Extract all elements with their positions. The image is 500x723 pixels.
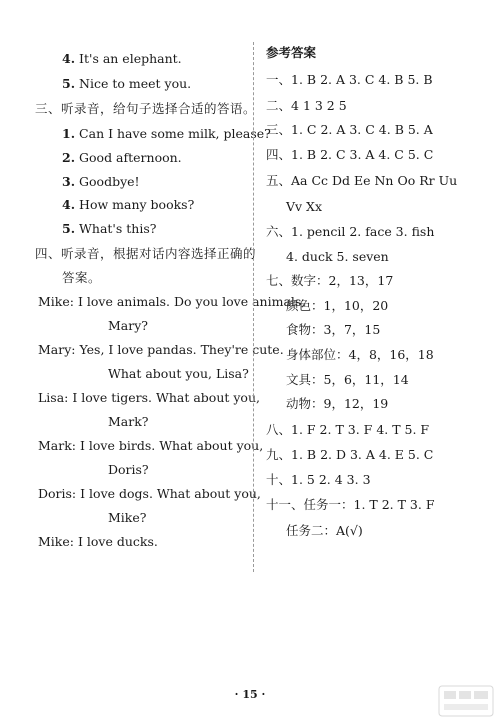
- answer-row: 三、1. C 2. A 3. C 4. B 5. A: [266, 122, 433, 137]
- dialogue-line: Mary: Yes, I love pandas. They're cute.: [38, 342, 284, 357]
- column-divider: [253, 42, 254, 572]
- answer-row-continuation: 颜色：1，10，20: [286, 298, 389, 313]
- answer-row-continuation: 4. duck 5. seven: [286, 249, 389, 264]
- dialogue-line: Lisa: I love tigers. What about you,: [38, 390, 260, 405]
- page-number: · 15 ·: [234, 688, 266, 701]
- answer-row: 八、1. F 2. T 3. F 4. T 5. F: [266, 422, 430, 437]
- dialogue-continuation: What about you, Lisa?: [108, 366, 249, 381]
- answer-row-continuation: 食物：3，7，15: [286, 322, 381, 337]
- dialogue-line: Mike: I love ducks.: [38, 534, 158, 549]
- section3-item-5: 5. What's this?: [62, 221, 157, 236]
- dialogue-line: Doris: I love dogs. What about you,: [38, 486, 261, 501]
- answer-key-title: 参考答案: [266, 45, 317, 60]
- answer-row: 十一、任务一：1. T 2. T 3. F: [266, 497, 435, 512]
- dialogue-line: Mike: I love animals. Do you love animals,: [38, 294, 306, 309]
- answer-row-continuation: 身体部位：4，8，16，18: [286, 347, 434, 362]
- left-item-5: 5. Nice to meet you.: [62, 76, 192, 91]
- dialogue-line: Mark: I love birds. What about you,: [38, 438, 264, 453]
- answer-row: 一、1. B 2. A 3. C 4. B 5. B: [266, 72, 433, 87]
- answer-row: 六、1. pencil 2. face 3. fish: [266, 224, 435, 239]
- answer-row: 二、4 1 3 2 5: [266, 98, 347, 113]
- answer-row: 四、1. B 2. C 3. A 4. C 5. C: [266, 147, 434, 162]
- watermark-logo-icon: [438, 685, 494, 717]
- answer-row-continuation: 文具：5，6，11，14: [286, 372, 409, 387]
- answer-row: 十、1. 5 2. 4 3. 3: [266, 472, 371, 487]
- section3-heading: 三、听录音，给句子选择合适的答语。: [35, 101, 257, 116]
- section3-item-3: 3. Goodbye!: [62, 174, 140, 189]
- left-item-4: 4. It's an elephant.: [62, 51, 182, 66]
- section4-heading-line2: 答案。: [62, 270, 102, 285]
- answer-row: 九、1. B 2. D 3. A 4. E 5. C: [266, 447, 434, 462]
- dialogue-continuation: Mark?: [108, 414, 149, 429]
- answer-row: 七、数字：2，13，17: [266, 273, 394, 288]
- section3-item-1: 1. Can I have some milk, please?: [62, 126, 271, 141]
- answer-row: 五、Aa Cc Dd Ee Nn Oo Rr Uu: [266, 173, 458, 188]
- dialogue-continuation: Mary?: [108, 318, 148, 333]
- dialogue-continuation: Doris?: [108, 462, 149, 477]
- section3-item-4: 4. How many books?: [62, 197, 195, 212]
- answer-row-continuation: 动物：9，12，19: [286, 396, 389, 411]
- section4-heading-line1: 四、听录音，根据对话内容选择正确的: [35, 246, 257, 261]
- answer-row-continuation: 任务二：A(√): [286, 523, 363, 538]
- answer-row-continuation: Vv Xx: [286, 199, 323, 214]
- section3-item-2: 2. Good afternoon.: [62, 150, 182, 165]
- dialogue-continuation: Mike?: [108, 510, 147, 525]
